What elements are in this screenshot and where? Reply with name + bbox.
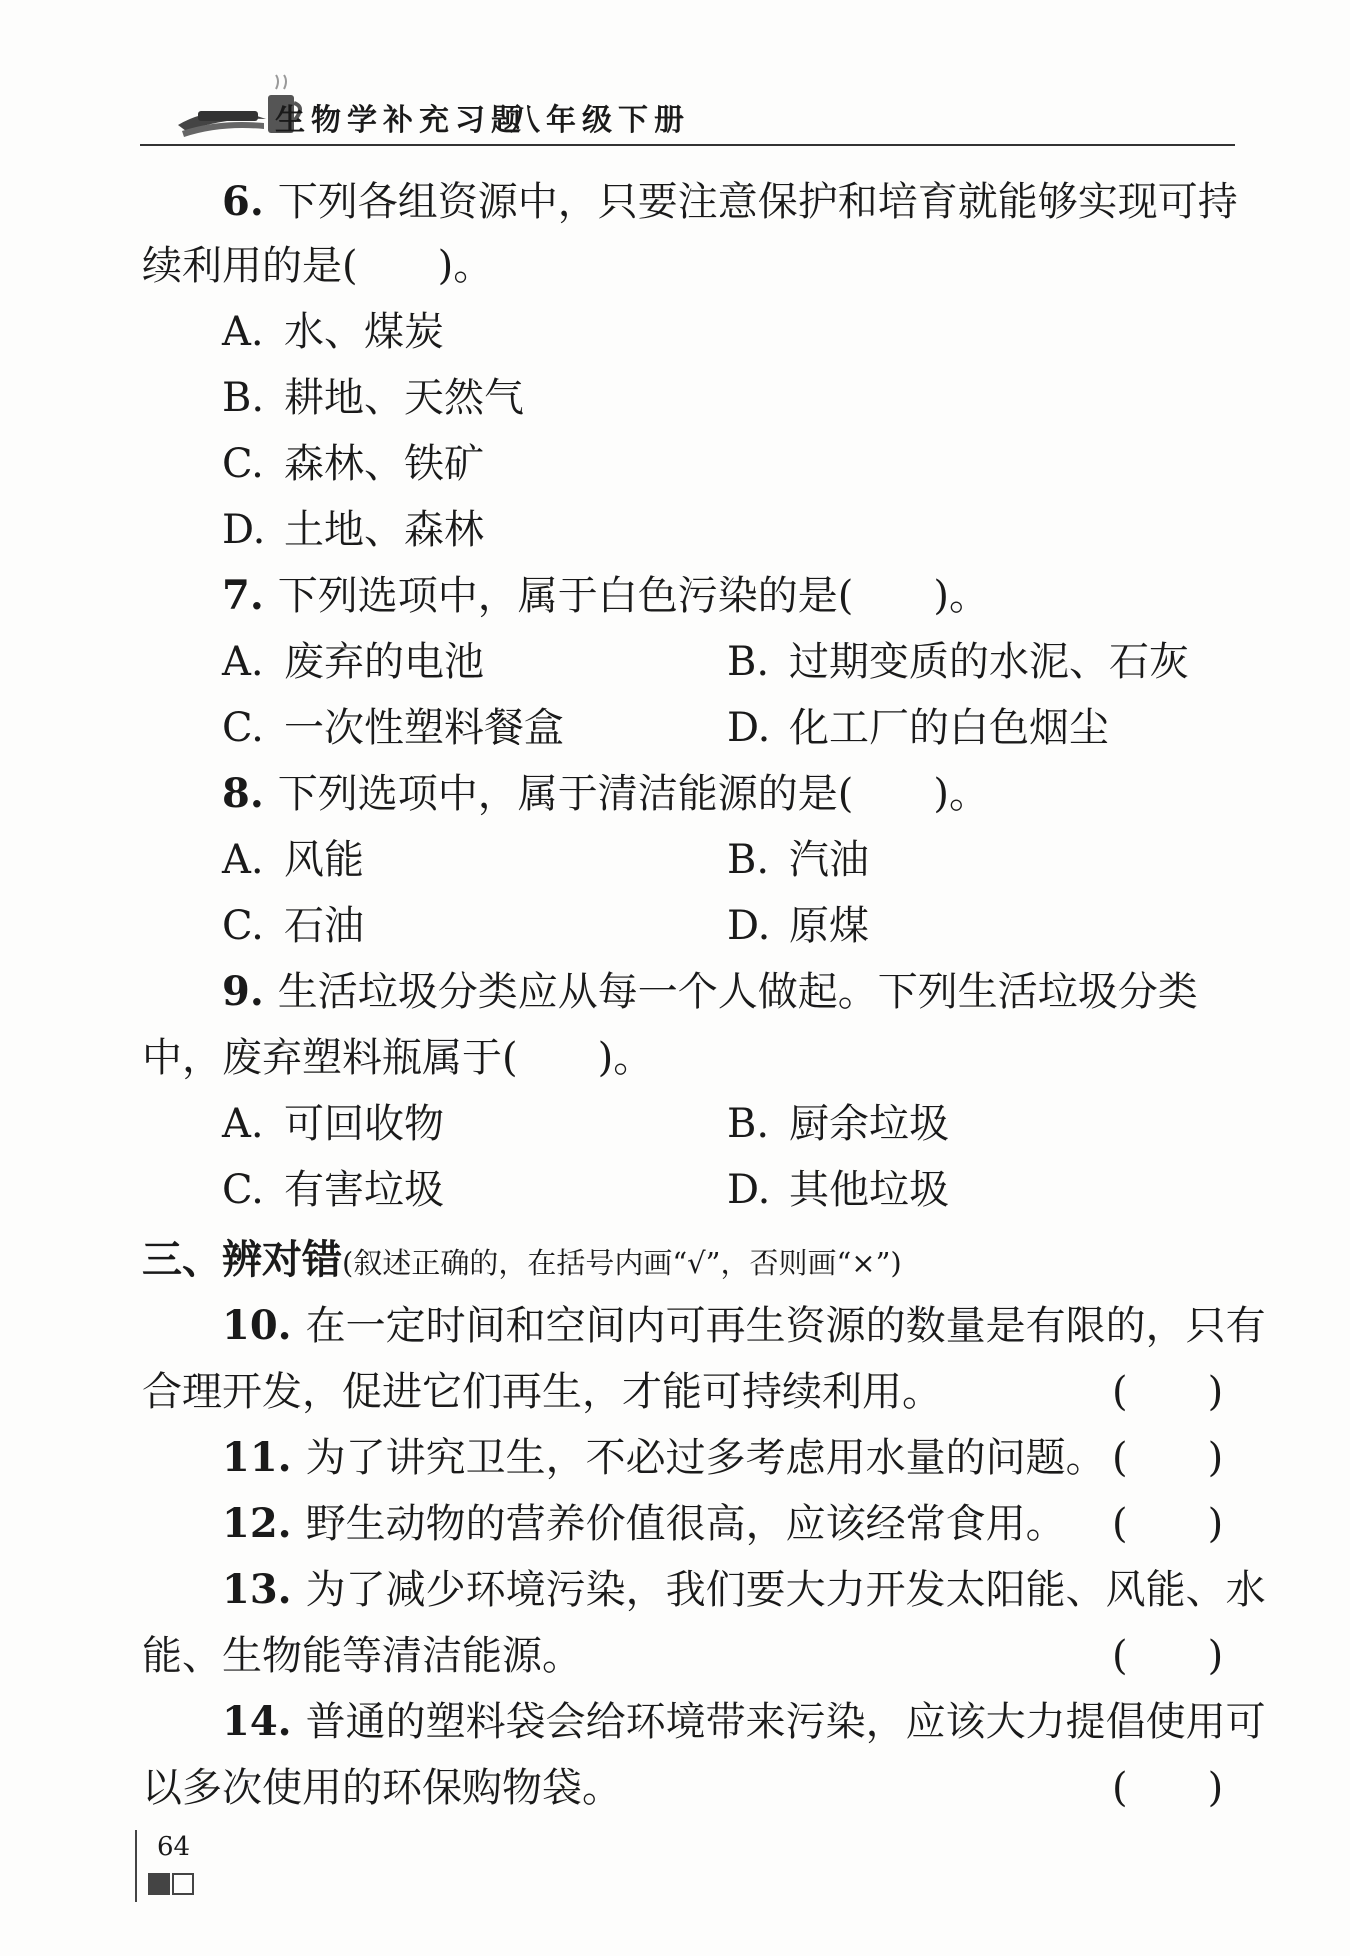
option-d [222, 506, 484, 554]
question-text: 为了减少环境污染，我们要大力开发太阳能、风能、水 [305, 1567, 1266, 1613]
question-9-continued: 中，废弃塑料瓶属于( )。 [142, 1035, 654, 1081]
answer-blank[interactable]: ( ) [1112, 1435, 1224, 1481]
question-8 [222, 770, 989, 818]
question-number: 7. [222, 572, 264, 619]
question-text: 生活垃圾分类应从每一个人做起。下列生活垃圾分类 [277, 969, 1198, 1015]
option-text: 水、煤炭 [284, 309, 444, 355]
option-text: 风能 [284, 837, 364, 883]
empty-square-icon [172, 1873, 194, 1895]
option-d [727, 1166, 949, 1214]
question-number: 12. [222, 1500, 292, 1547]
question-11 [222, 1434, 1106, 1482]
filled-square-icon [148, 1873, 170, 1895]
question-number: 9. [222, 968, 264, 1015]
option-b [727, 836, 869, 884]
footer-decoration [148, 1873, 196, 1895]
option-text: 一次性塑料餐盒 [284, 705, 564, 751]
question-number: 11. [222, 1434, 292, 1481]
option-text: 化工厂的白色烟尘 [789, 705, 1109, 751]
option-letter: A. [222, 639, 264, 685]
option-letter: B. [727, 1101, 770, 1147]
option-letter: C. [222, 705, 264, 751]
option-letter: A. [222, 1101, 264, 1147]
question-text: 下列选项中，属于清洁能源的是( )。 [277, 771, 989, 817]
option-text: 废弃的电池 [284, 639, 484, 685]
option-a [222, 638, 484, 686]
question-12 [222, 1500, 1066, 1548]
answer-blank[interactable]: ( ) [1112, 1501, 1224, 1547]
question-text: 下列各组资源中，只要注意保护和培育就能够实现可持 [277, 179, 1238, 225]
question-number: 14. [222, 1698, 292, 1745]
option-text: 耕地、天然气 [284, 375, 524, 421]
option-d [727, 704, 1109, 752]
option-letter: D. [727, 1167, 771, 1213]
option-text: 汽油 [789, 837, 869, 883]
option-a [222, 1100, 444, 1148]
option-text: 土地、森林 [284, 507, 484, 553]
question-number: 6. [222, 178, 264, 225]
option-text: 厨余垃圾 [789, 1101, 949, 1147]
answer-blank[interactable]: ( ) [1112, 1765, 1224, 1811]
answer-blank[interactable]: ( ) [1112, 1633, 1224, 1679]
question-14 [222, 1698, 1266, 1746]
answer-blank[interactable]: ( ) [1112, 1369, 1224, 1415]
question-10-continued: 合理开发，促进它们再生，才能可持续利用。 [142, 1369, 942, 1415]
option-text: 原煤 [789, 903, 869, 949]
option-b [222, 374, 524, 422]
section-heading [142, 1236, 902, 1287]
option-letter: C. [222, 903, 264, 949]
question-text: 下列选项中，属于白色污染的是( )。 [277, 573, 989, 619]
option-c [222, 902, 364, 950]
option-letter: D. [727, 705, 771, 751]
question-6-continued: 续利用的是( )。 [142, 243, 494, 289]
page-number: 64 [157, 1832, 191, 1862]
option-b [727, 638, 1189, 686]
question-6 [222, 178, 1238, 226]
option-a [222, 836, 364, 884]
option-c [222, 704, 564, 752]
question-number: 13. [222, 1566, 292, 1613]
option-letter: C. [222, 1167, 264, 1213]
option-b [727, 1100, 949, 1148]
option-c [222, 1166, 444, 1214]
question-text: 在一定时间和空间内可再生资源的数量是有限的，只有 [305, 1303, 1266, 1349]
option-letter: A. [222, 837, 264, 883]
option-letter: B. [222, 375, 265, 421]
question-13 [222, 1566, 1266, 1614]
section-instruction: (叙述正确的，在括号内画“√”，否则画“×”) [342, 1246, 902, 1280]
option-text: 其他垃圾 [789, 1167, 949, 1213]
book-title: 生物学补充习题 [275, 103, 527, 138]
page-header [140, 55, 1230, 145]
section-title: 三、辨对错 [142, 1236, 342, 1283]
question-7 [222, 572, 989, 620]
option-letter: D. [727, 903, 771, 949]
question-10 [222, 1302, 1266, 1350]
question-13-continued: 能、生物能等清洁能源。 [142, 1633, 582, 1679]
option-letter: C. [222, 441, 264, 487]
question-number: 10. [222, 1302, 292, 1349]
option-letter: B. [727, 639, 770, 685]
book-grade: 八年级下册 [510, 103, 690, 138]
option-letter: D. [222, 507, 266, 553]
question-text: 普通的塑料袋会给环境带来污染，应该大力提倡使用可 [305, 1699, 1266, 1745]
option-d [727, 902, 869, 950]
option-text: 石油 [284, 903, 364, 949]
question-text: 为了讲究卫生，不必过多考虑用水量的问题。 [305, 1435, 1106, 1481]
option-text: 可回收物 [284, 1101, 444, 1147]
option-letter: B. [727, 837, 770, 883]
header-divider [140, 144, 1235, 146]
question-9 [222, 968, 1198, 1016]
option-text: 过期变质的水泥、石灰 [789, 639, 1189, 685]
option-c [222, 440, 484, 488]
option-letter: A. [222, 309, 264, 355]
option-a [222, 308, 444, 356]
option-text: 有害垃圾 [284, 1167, 444, 1213]
footer-divider [135, 1830, 137, 1902]
question-number: 8. [222, 770, 264, 817]
question-text: 野生动物的营养价值很高，应该经常食用。 [305, 1501, 1066, 1547]
question-14-continued: 以多次使用的环保购物袋。 [142, 1765, 622, 1811]
option-text: 森林、铁矿 [284, 441, 484, 487]
